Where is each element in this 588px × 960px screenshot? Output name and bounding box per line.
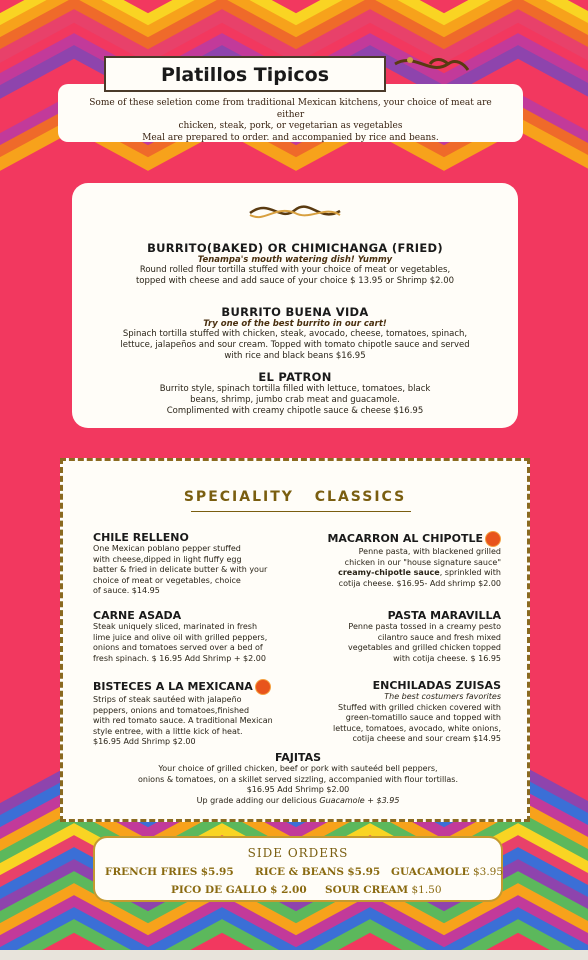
dish-desc: onions and tomatoes served over a bed of — [93, 643, 263, 652]
dish-desc: lime juice and olive oil with grilled peppers, — [93, 632, 268, 642]
dish-subtitle: The best costumers favorites — [384, 692, 501, 701]
dish-desc: Strips of steak sautéed with jalapeño — [93, 695, 242, 704]
dish-desc — [311, 568, 501, 579]
side-item-name: SOUR CREAM — [325, 884, 409, 896]
menu-item — [93, 679, 303, 748]
side-item-name: RICE & BEANS — [255, 866, 344, 878]
dish-desc: Steak uniquely sliced, marinated in fresh — [93, 622, 258, 631]
side-item — [171, 884, 307, 896]
dish-name — [93, 679, 303, 695]
page-title: Platillos Tipicos — [104, 56, 386, 92]
dish-desc: green-tomatillo sauce and topped with — [345, 713, 501, 722]
dish-desc: One Mexican poblano pepper stuffed — [93, 544, 241, 553]
dish-subtitle: Tenampa's mouth watering dish! Yummy — [197, 255, 393, 265]
dish-desc: beans, shrimp, jumbo crab meat and guacamole. — [190, 395, 400, 405]
dish-name: ENCHILADAS ZUISAS — [372, 679, 501, 692]
dish-desc: Spinach tortilla stuffed with chicken, steak, avocado, cheese, tomatoes, spinach, — [122, 329, 468, 339]
dish-name: EL PATRON — [258, 370, 332, 384]
menu-item — [311, 531, 501, 589]
sauce-highlight: creamy-chipotle sauce — [338, 568, 440, 577]
dish-desc: with rice and black beans $16.95 — [224, 351, 366, 361]
side-item — [255, 866, 380, 878]
dish-desc — [93, 796, 503, 807]
dish-name — [311, 531, 501, 547]
dish-desc: lettuce, tomatoes, avocado, white onions, — [332, 723, 501, 733]
dish-desc: Penne pasta tossed in a creamy pesto — [348, 622, 501, 631]
section-title: SPECIALITY CLASSICS — [183, 489, 407, 505]
dish-desc: chicken in our "house signature sauce" — [344, 557, 501, 567]
upgrade-item: Guacamole + $3.95 — [319, 795, 400, 805]
side-item-name: PICO DE GALLO — [171, 884, 267, 896]
dish-name-text: BISTECES A LA MEXICANA — [93, 680, 253, 693]
dish-subtitle: Try one of the best burrito in our cart! — [203, 319, 387, 329]
ornament-icon — [240, 193, 350, 227]
dish-desc: Your choice of grilled chicken, beef or pork with sauteéd bell peppers, — [158, 764, 438, 773]
dish-desc: cotija cheese and sour cream $14.95 — [352, 734, 501, 743]
chili-pepper-icon — [255, 679, 271, 695]
dish-name: FAJITAS — [274, 751, 322, 764]
side-item-name: GUACAMOLE — [391, 866, 470, 878]
dish-desc: vegetables and grilled chicken topped — [348, 643, 501, 652]
dish-name: BURRITO BUENA VIDA — [221, 305, 369, 319]
dish-desc: Burrito style, spinach tortilla filled with lettuce, tomatoes, black — [159, 384, 431, 394]
dish-desc: onions & tomatoes, on a skillet served sizzling, accompanied with flour tortillas. — [137, 774, 459, 784]
upgrade-text: Up grade adding our delicious — [196, 795, 317, 805]
menu-item — [72, 241, 518, 287]
dish-name: BURRITO(BAKED) OR CHIMICHANGA (FRIED) — [147, 241, 443, 255]
dish-desc: of sauce. $14.95 — [93, 586, 160, 595]
dish-desc: batter & fried in delicate butter & with your — [93, 565, 268, 574]
side-item — [391, 866, 503, 878]
dish-desc: fresh spinach. $ 16.95 Add Shrimp + $2.00 — [93, 653, 266, 663]
side-item-price: $1.50 — [411, 884, 442, 896]
side-item-name: FRENCH FRIES — [105, 866, 198, 878]
dish-desc-text: , sprinkled with — [439, 568, 501, 577]
menu-item — [72, 370, 518, 417]
menu-item — [93, 531, 303, 597]
dish-desc: peppers, onions and tomatoes,finished — [93, 705, 250, 715]
dish-name: CHILE RELLENO — [93, 531, 189, 544]
dish-desc: cilantro sauce and fresh mixed — [377, 632, 501, 642]
side-item-price: $ 2.00 — [270, 884, 307, 896]
side-item-price: $5.95 — [200, 866, 234, 878]
right-flourish-icon — [392, 50, 470, 78]
side-item-price: $5.95 — [347, 866, 381, 878]
chili-pepper-icon — [485, 531, 501, 547]
menu-item — [311, 609, 501, 664]
dish-desc: $16.95 Add Shrimp $2.00 — [246, 785, 350, 794]
dish-name: PASTA MARAVILLA — [387, 609, 501, 622]
intro-box — [58, 84, 523, 142]
menu-item — [311, 679, 501, 745]
dish-desc: with red tomato sauce. A traditional Mexican — [93, 716, 273, 725]
dish-desc: lettuce, jalapeños and sour cream. Topped with tomato chipotle sauce and served — [120, 340, 470, 350]
dish-desc: with cotija cheese. $ 16.95 — [393, 653, 501, 663]
intro-line: chicken, steak, pork, or vegetarian as vegetables — [178, 121, 403, 131]
menu-item — [93, 609, 303, 664]
specialty-card — [60, 458, 530, 822]
burrito-card — [72, 183, 518, 428]
dish-name: CARNE ASADA — [93, 609, 182, 622]
dish-desc: Stuffed with grilled chicken covered with — [338, 702, 501, 712]
intro-line: Meal are prepared to order. and accompanied by rice and beans. — [142, 132, 439, 143]
dish-desc: style entree, with a little kick of heat. — [93, 726, 243, 736]
menu-item — [93, 751, 503, 806]
dish-desc: Complimented with creamy chipotle sauce & cheese $16.95 — [166, 406, 424, 416]
dish-name-text: MACARRON AL CHIPOTLE — [327, 532, 483, 545]
side-orders-card — [93, 836, 503, 902]
divider — [191, 511, 411, 512]
side-item — [325, 884, 442, 896]
dish-desc: with cheese,dipped in light fluffy egg — [93, 554, 242, 564]
intro-line: Some of these seletion come from traditional Mexican kitchens, your choice of meat are either — [89, 98, 492, 120]
dish-desc: cotija cheese. $16.95- Add shrimp $2.00 — [338, 578, 501, 588]
dish-desc: $16.95 Add Shrimp $2.00 — [93, 737, 196, 746]
dish-desc: Penne pasta, with blackened grilled — [358, 547, 501, 556]
menu-item — [72, 305, 518, 362]
side-item — [105, 866, 234, 878]
dish-desc: topped with cheese and add sauce of your choice $ 13.95 or Shrimp $2.00 — [135, 276, 455, 286]
dish-desc: choice of meat or vegetables, choice — [93, 575, 241, 585]
dish-desc: Round rolled flour tortilla stuffed with your choice of meat or vegetables, — [139, 265, 451, 275]
side-item-price: $3.95 — [472, 866, 504, 878]
section-title: SIDE ORDERS — [247, 846, 349, 860]
